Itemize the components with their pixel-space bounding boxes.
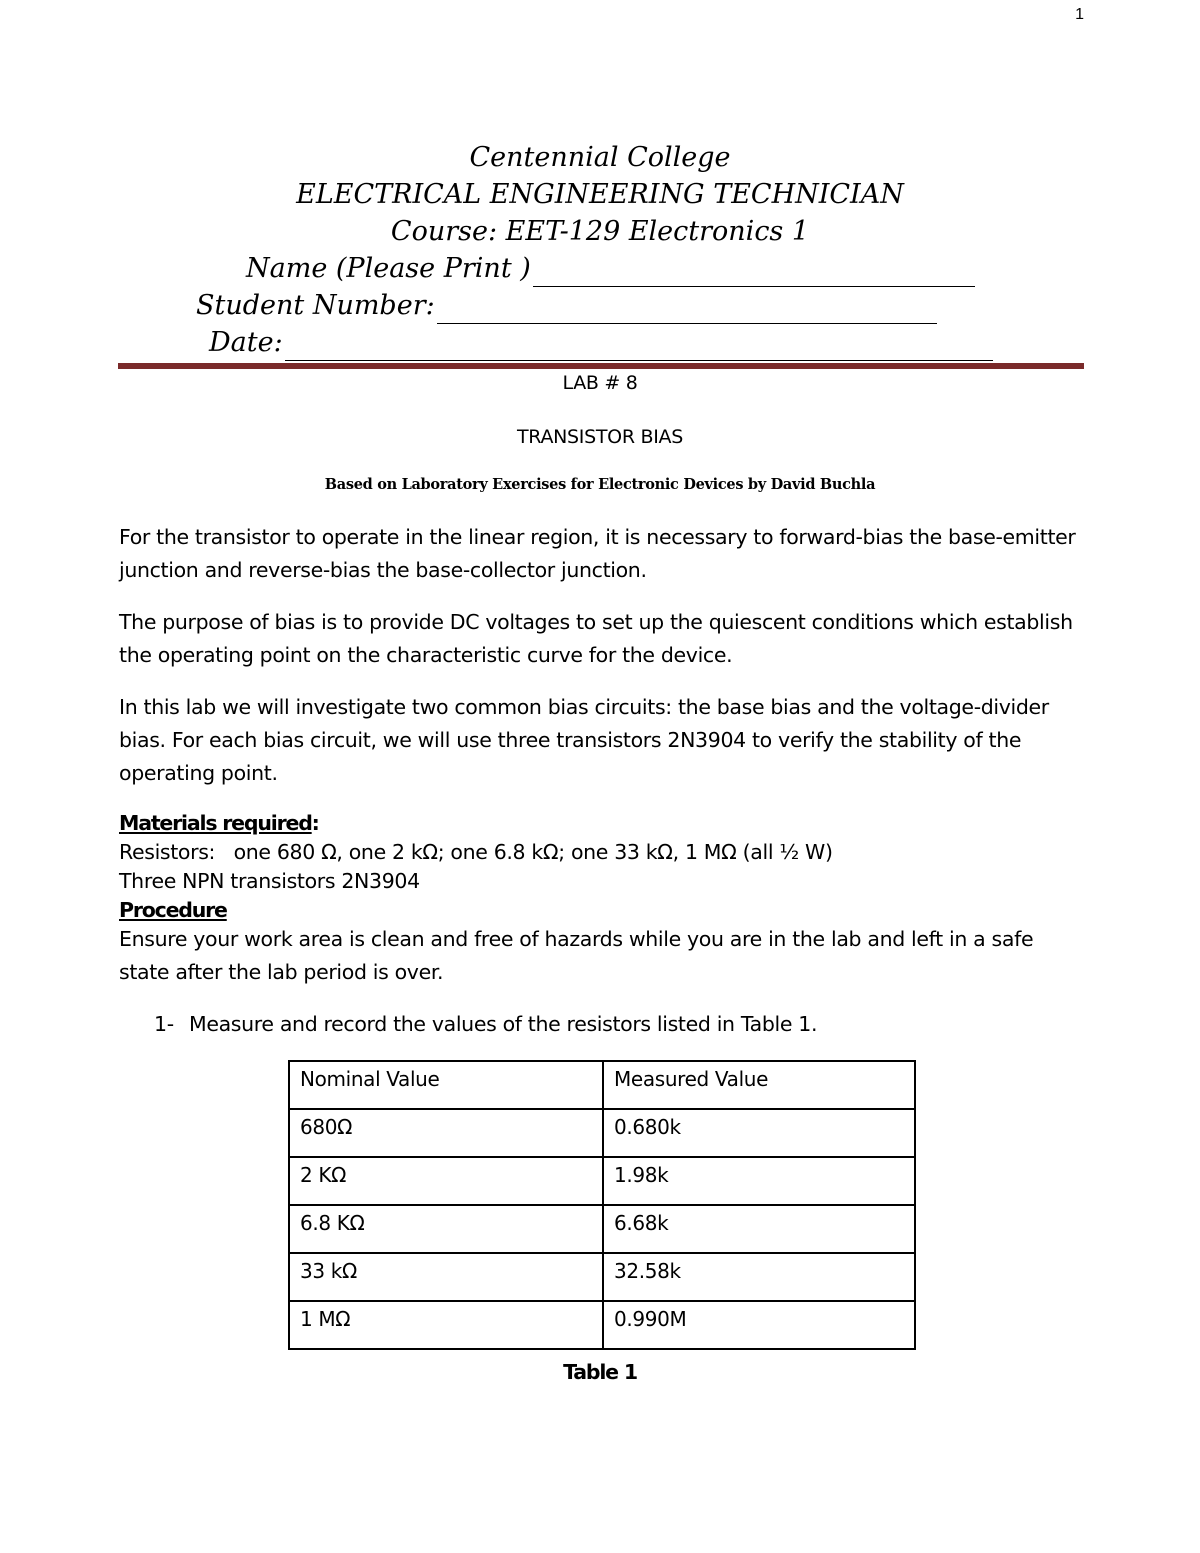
header-divider [118,363,1084,369]
date-field[interactable] [209,325,993,361]
page-number: 1 [1075,6,1084,23]
resistor-table [288,1060,916,1350]
procedure-safety: Ensure your work area is clean and free of hazards while you are in the lab and left in a safe state after the lab period is over. [119,927,1034,984]
table-cell-measured[interactable]: 6.68k [603,1205,915,1253]
table-cell-nominal: 1 MΩ [289,1301,603,1349]
table-cell-measured[interactable]: 1.98k [603,1157,915,1205]
step-1-text: Measure and record the values of the resistors listed in Table 1. [189,1012,818,1036]
table-cell-nominal: 6.8 KΩ [289,1205,603,1253]
name-field[interactable] [246,251,975,287]
table-row [289,1205,915,1253]
table-row [289,1109,915,1157]
lab-title: TRANSISTOR BIAS [517,426,683,448]
lab-number: LAB # 8 [562,372,638,394]
course-name: Course: EET-129 Electronics 1 [390,216,810,247]
materials-resistors: Resistors: one 680 Ω, one 2 kΩ; one 6.8 kΩ; one 33 kΩ, 1 MΩ (all ½ W) [119,840,833,864]
date-label: Date: [209,327,283,358]
materials-transistors: Three NPN transistors 2N3904 [119,869,420,893]
materials-heading: Materials required [119,811,312,835]
college-name: Centennial College [469,142,731,173]
table-caption: Table 1 [563,1360,637,1384]
student-number-field[interactable] [196,288,937,324]
table-row [289,1157,915,1205]
name-blank-line[interactable] [533,256,975,287]
paragraph-linear-region: For the transistor to operate in the linear region, it is necessary to forward-bias the base-emitter junction and reverse-bias the base-collector junction. [119,525,1076,582]
table-header-row [289,1061,915,1109]
table-cell-measured[interactable]: 32.58k [603,1253,915,1301]
paragraph-investigation: In this lab we will investigate two common bias circuits: the base bias and the voltage-divider bias. For each bias circuit, we will use three transistors 2N3904 to verify the stability of the operating point. [119,695,1049,785]
source-attribution: Based on Laboratory Exercises for Electronic Devices by David Buchla [324,476,876,493]
date-blank-line[interactable] [285,330,993,361]
procedure-heading: Procedure [119,898,227,922]
step-1-number: 1- [154,1012,174,1036]
materials-section [119,809,1089,925]
materials-heading-line [119,809,1089,838]
materials-heading-colon: : [311,811,320,835]
student-number-blank-line[interactable] [437,293,937,324]
step-1 [154,1008,817,1041]
student-number-label: Student Number: [196,290,435,321]
name-label: Name (Please Print ) [246,253,531,284]
table-header-measured: Measured Value [603,1061,915,1109]
table-cell-measured[interactable]: 0.680k [603,1109,915,1157]
table-cell-nominal: 33 kΩ [289,1253,603,1301]
table-cell-nominal: 2 KΩ [289,1157,603,1205]
table-row [289,1253,915,1301]
table-row [289,1301,915,1349]
table-cell-nominal: 680Ω [289,1109,603,1157]
table-cell-measured[interactable]: 0.990M [603,1301,915,1349]
program-name: ELECTRICAL ENGINEERING TECHNICIAN [296,179,904,210]
table-header-nominal: Nominal Value [289,1061,603,1109]
paragraph-purpose: The purpose of bias is to provide DC voltages to set up the quiescent conditions which establish the operating point on the characteristic curve for the device. [119,610,1073,667]
